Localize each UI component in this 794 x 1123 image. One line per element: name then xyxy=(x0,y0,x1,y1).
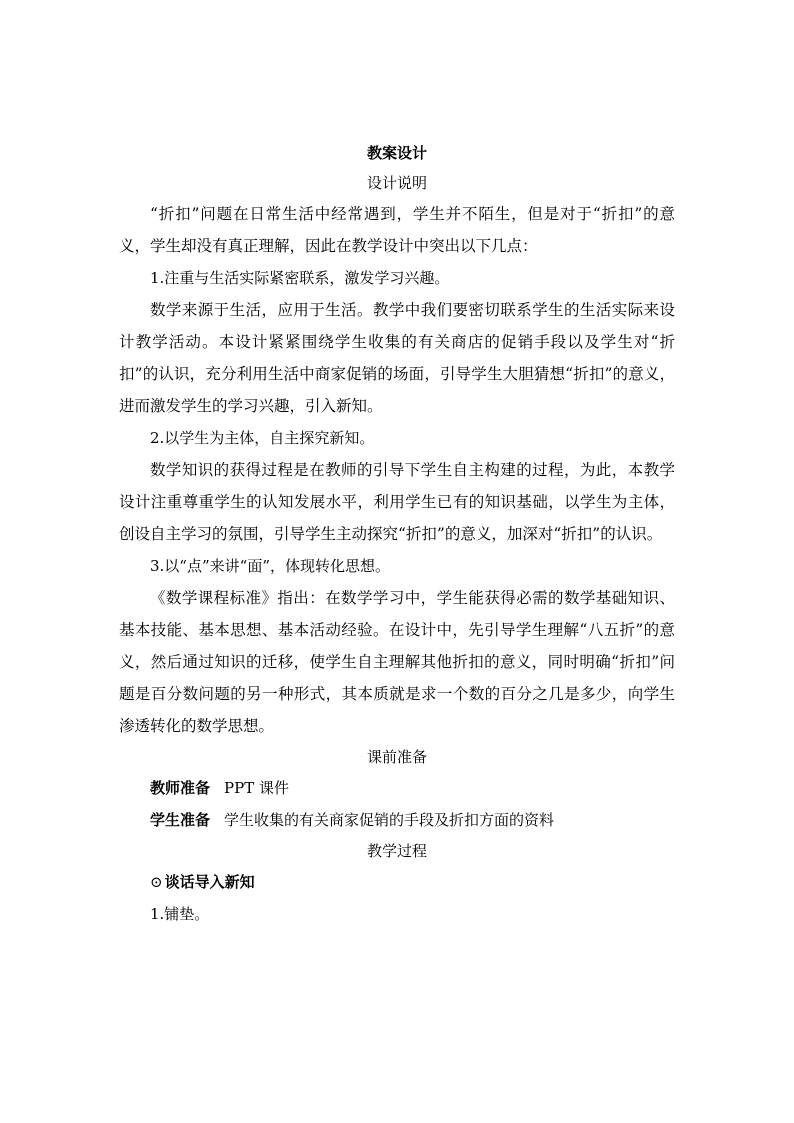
student-prep-row xyxy=(119,804,675,836)
teacher-prep-label: 教师准备 xyxy=(150,779,211,797)
section-1-title: 谈话导入新知 xyxy=(164,873,255,891)
teacher-prep-value: PPT 课件 xyxy=(224,779,289,797)
preparation-heading: 课前准备 xyxy=(366,748,427,766)
circled-dot-icon: ⊙ xyxy=(150,873,163,891)
step-1: 1.铺垫。 xyxy=(150,905,210,923)
document-title: 教案设计 xyxy=(366,144,427,162)
section-1-heading xyxy=(119,866,675,898)
teacher-prep-row xyxy=(119,772,675,804)
point-2-title: 2.以学生为主体，自主探究新知。 xyxy=(150,429,375,447)
point-1-body: 数学来源于生活，应用于生活。教学中我们要密切联系学生的生活实际来设计教学活动。本设计紧紧围绕学生收集的有关商店的促销手段以及学生对“折扣”的认识，充分利用生活中商家促销的场面，引导学生大胆猜想“折扣”的意义，进而激发学生的学习兴趣，引入新知。 xyxy=(119,301,675,415)
point-3-title: 3.以“点”来讲“面”，体现转化思想。 xyxy=(150,557,390,575)
point-1-title: 1.注重与生活实际紧密联系，激发学习兴趣。 xyxy=(150,269,450,287)
student-prep-value: 学生收集的有关商家促销的手段及折扣方面的资料 xyxy=(224,811,555,829)
intro-paragraph: “折扣”问题在日常生活中经常遇到，学生并不陌生，但是对于“折扣”的意义，学生却没有真正理解，因此在教学设计中突出以下几点： xyxy=(119,205,675,255)
student-prep-label: 学生准备 xyxy=(150,811,211,829)
process-heading: 教学过程 xyxy=(366,842,427,860)
point-3-body: 《数学课程标准》指出：在数学学习中，学生能获得必需的数学基础知识、基本技能、基本思想、基本活动经验。在设计中，先引导学生理解“八五折”的意义，然后通过知识的迁移，使学生自主理解其他折扣的意义，同时明确“折扣”问题是百分数问题的另一种形式，其本质就是求一个数的百分之几是多少，向学生渗透转化的数学思想。 xyxy=(119,589,675,735)
design-notes-heading: 设计说明 xyxy=(366,174,427,192)
document-body xyxy=(119,138,675,930)
point-2-body: 数学知识的获得过程是在教师的引导下学生自主构建的过程，为此，本教学设计注重尊重学生的认知发展水平，利用学生已有的知识基础，以学生为主体，创设自主学习的氛围，引导学生主动探究“折扣”的意义，加深对“折扣”的认识。 xyxy=(119,461,675,543)
